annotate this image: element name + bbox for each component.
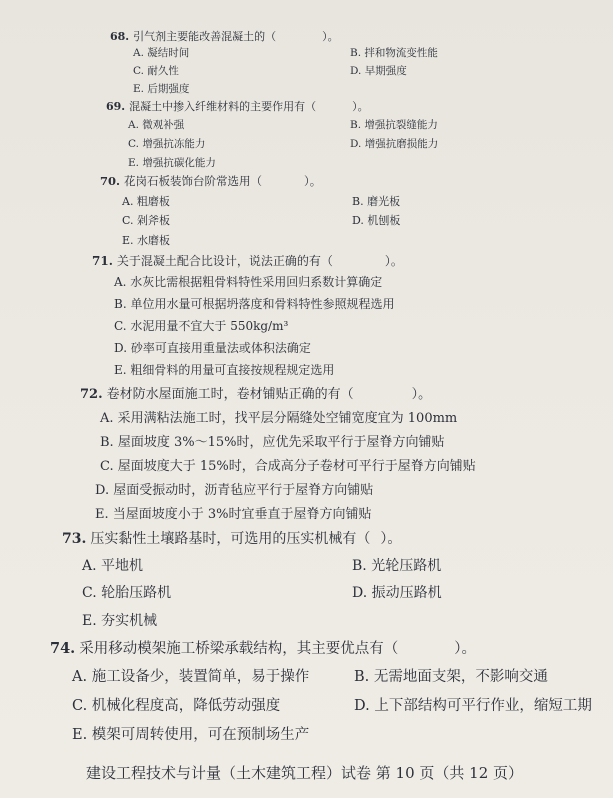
option-73-a: A. 平地机 [82,558,144,574]
question-number: 71. [92,254,113,268]
option-72-b: B. 屋面坡度 3%～15%时，应优先采取平行于屋脊方向铺贴 [100,435,445,450]
option-69-d: D. 增强抗磨损能力 [350,138,439,150]
option-69-e: E. 增强抗碳化能力 [128,157,216,169]
option-71-d: D. 砂率可直接用重量法或体积法确定 [114,341,311,355]
question-number: 74. [50,640,76,657]
option-68-e: E. 后期强度 [133,83,190,95]
question-74 [50,637,476,658]
question-stem: 压实黏性土壤路基时，可选用的压实机械有（ [90,531,371,547]
question-stem: 卷材防水屋面施工时，卷材铺贴正确的有（ [106,387,354,402]
question-stem: 关于混凝土配合比设计，说法正确的有（ [116,254,333,268]
option-69-b: B. 增强抗裂缝能力 [350,119,438,131]
option-71-a: A. 水灰比需根据粗骨料特性采用回归系数计算确定 [114,275,383,289]
option-73-e: E. 夯实机械 [82,613,158,629]
question-tail: ）。 [454,641,476,657]
option-70-e: E. 水磨板 [122,234,171,247]
option-74-b: B. 无需地面支架，不影响交通 [354,669,548,685]
question-stem: 花岗石板装饰台阶常选用（ [124,174,263,188]
option-74-d: D. 上下部结构可平行作业，缩短工期 [354,698,592,714]
option-74-a: A. 施工设备少，装置简单，易于操作 [72,669,310,685]
question-tail: ）。 [352,100,369,113]
question-tail: ）。 [411,387,432,402]
question-number: 70. [100,174,121,188]
page-footer: 建设工程技术与计量（土木建筑工程）试卷 第 10 页（共 12 页） [86,764,524,782]
question-tail: ）。 [322,30,339,43]
question-number: 73. [62,531,87,547]
option-72-d: D. 屋面受振动时，沥青毡应平行于屋脊方向铺贴 [95,483,374,498]
question-number: 72. [80,387,103,402]
option-71-e: E. 粗细骨料的用量可直接按规程规定选用 [114,363,335,377]
question-69 [106,98,369,114]
option-71-b: B. 单位用水量可根据坍落度和骨料特性参照规程选用 [114,297,395,311]
question-tail: ）。 [384,254,403,268]
option-70-d: D. 机刨板 [352,214,401,227]
option-72-a: A. 采用满粘法施工时，找平层分隔缝处空铺宽度宜为 100mm [100,411,458,426]
question-tail: ）。 [304,174,322,188]
option-68-a: A. 凝结时间 [133,47,190,59]
option-72-c: C. 屋面坡度大于 15%时，合成高分子卷材可平行于屋脊方向铺贴 [100,459,476,474]
question-73 [62,528,401,548]
option-72-e: E. 当屋面坡度小于 3%时宜垂直于屋脊方向铺贴 [95,507,372,522]
question-72 [80,383,431,402]
question-stem: 混凝土中掺入纤维材料的主要作用有（ [129,100,317,113]
question-number: 68. [110,30,130,43]
option-68-b: B. 拌和物流变性能 [350,47,438,59]
option-74-c: C. 机械化程度高，降低劳动强度 [72,698,281,714]
option-73-b: B. 光轮压路机 [352,558,442,574]
question-tail: ）。 [380,531,402,547]
option-69-a: A. 微观补强 [128,119,185,131]
question-68 [110,28,339,44]
question-stem: 引气剂主要能改善混凝土的（ [133,30,277,43]
question-70 [100,173,321,189]
question-stem: 采用移动模架施工桥梁承载结构，其主要优点有（ [79,641,399,657]
question-number: 69. [106,100,126,113]
option-70-a: A. 粗磨板 [122,195,170,208]
option-71-c: C. 水泥用量不宜大于 550kg/m³ [114,319,289,333]
option-73-d: D. 振动压路机 [352,585,442,601]
option-73-c: C. 轮胎压路机 [82,585,172,601]
option-74-e: E. 模架可周转使用，可在预制场生产 [72,727,310,743]
option-69-c: C. 增强抗冻能力 [128,138,206,150]
option-70-c: C. 剁斧板 [122,214,171,227]
option-68-d: D. 早期强度 [350,65,407,77]
option-70-b: B. 磨光板 [352,195,401,208]
question-71 [92,252,403,269]
option-68-c: C. 耐久性 [133,65,179,77]
